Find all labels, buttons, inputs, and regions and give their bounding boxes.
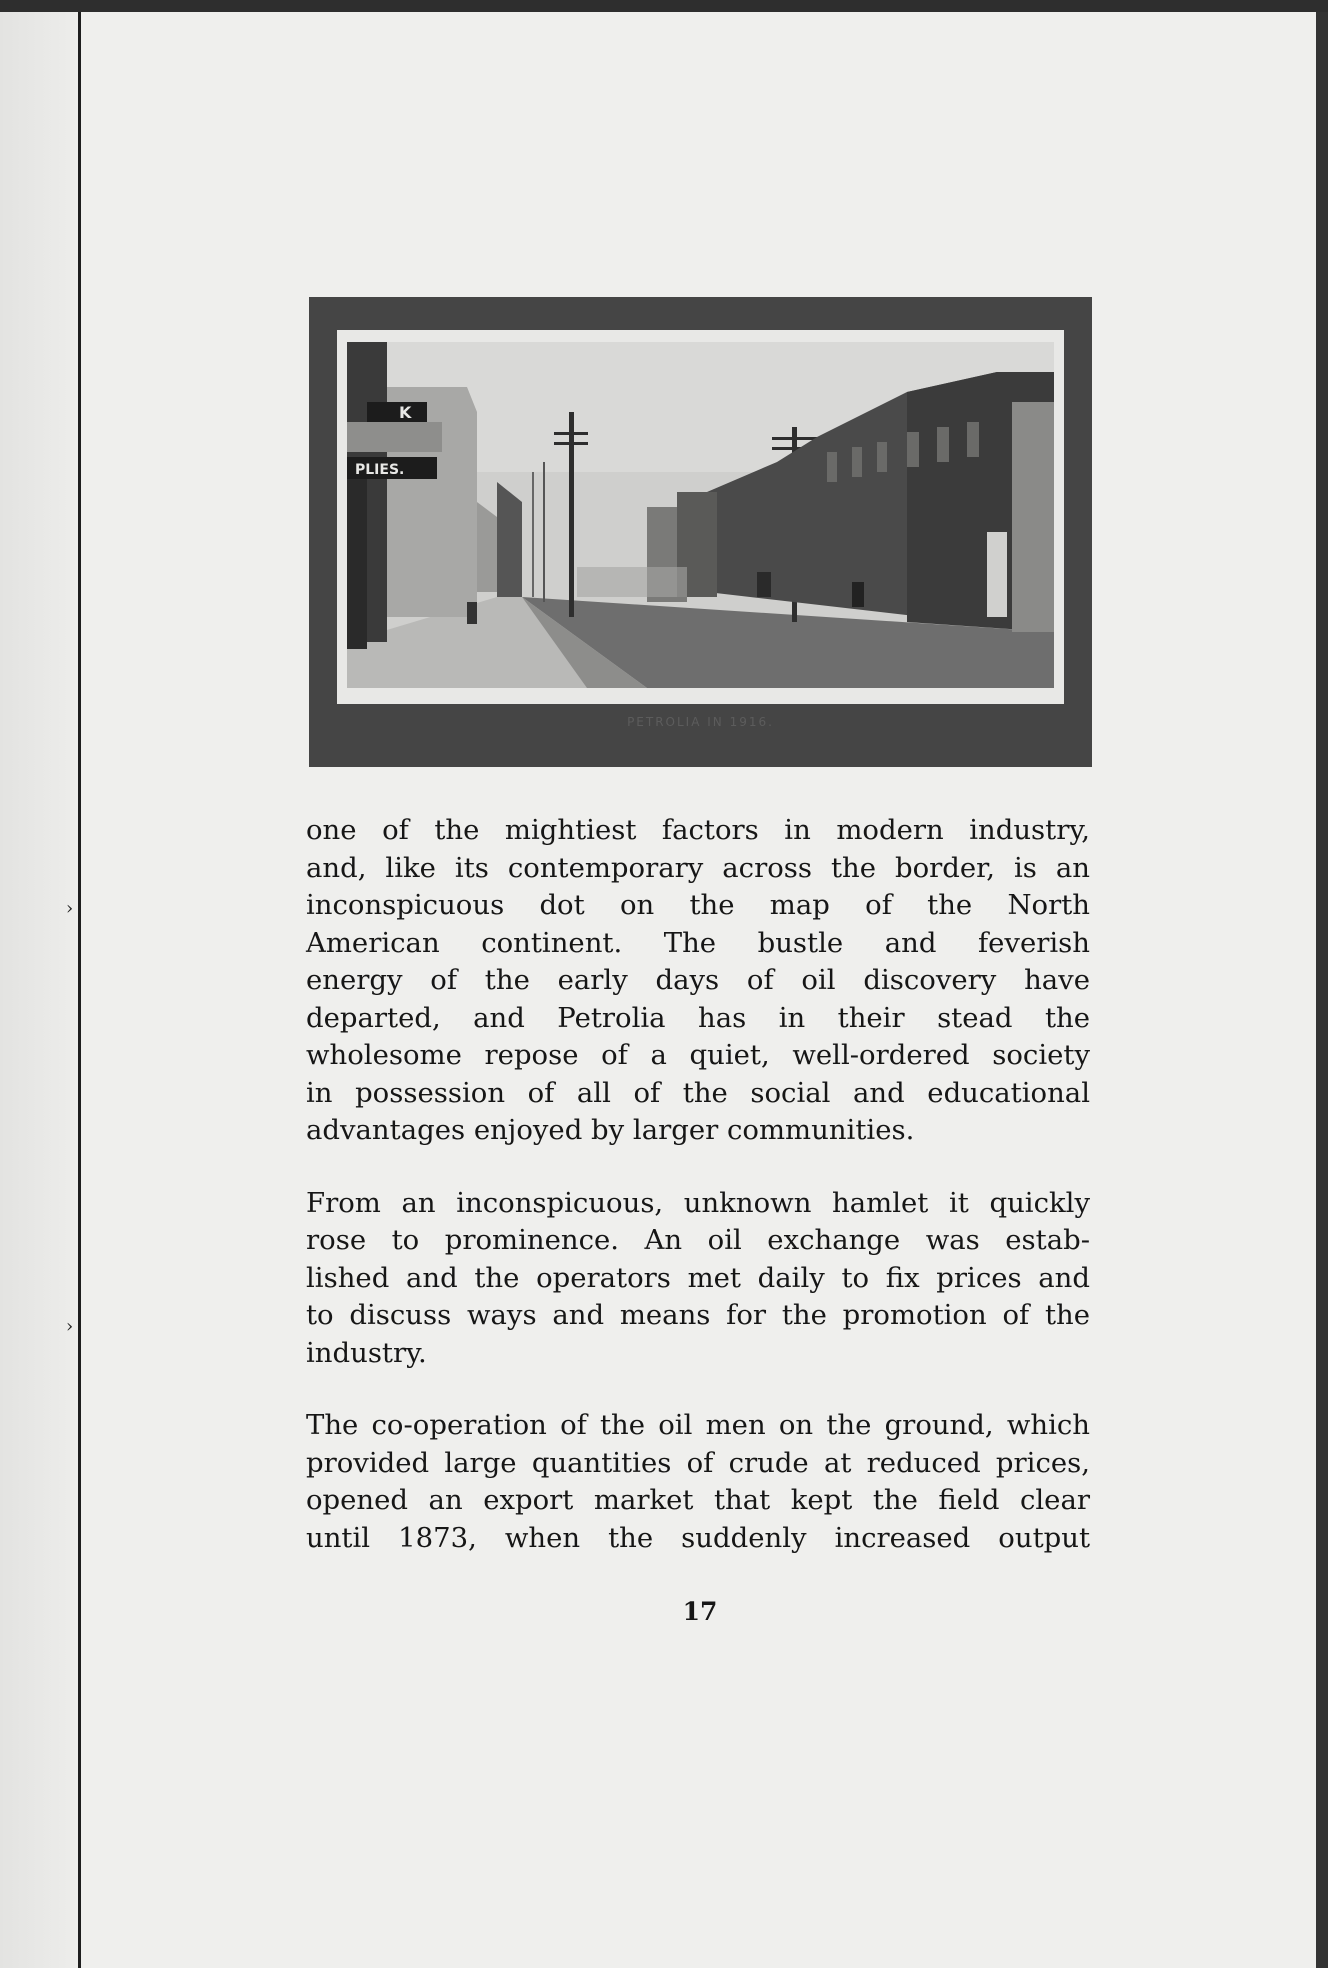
text-line: until 1873, when the suddenly increased output bbox=[306, 1521, 1090, 1554]
text-line: The co-operation of the oil men on the ground, which bbox=[306, 1409, 1090, 1441]
text-line: energy of the early days of oil discovery have bbox=[306, 964, 1090, 996]
text-line: lished and the operators met daily to fix prices and bbox=[306, 1261, 1090, 1294]
paragraph-3 bbox=[306, 1407, 1090, 1557]
paragraph-2 bbox=[306, 1185, 1090, 1373]
text-line: inconspicuous dot on the map of the North bbox=[306, 889, 1090, 921]
margin-mark: › bbox=[66, 898, 74, 919]
text-line: wholesome repose of a quiet, well-ordered society bbox=[306, 1039, 1090, 1071]
margin-mark: › bbox=[66, 1316, 74, 1337]
text-line: and, like its contemporary across the border, is an bbox=[306, 851, 1090, 884]
text-line: opened an export market that kept the field clear bbox=[306, 1484, 1090, 1516]
body-text bbox=[306, 812, 1090, 1557]
text-line: From an inconspicuous, unknown hamlet it quickly bbox=[306, 1186, 1090, 1219]
shop-sign-k: K bbox=[399, 403, 412, 422]
shop-sign-supplies: PLIES. bbox=[355, 462, 405, 478]
photo-frame bbox=[337, 330, 1064, 704]
text-line: to discuss ways and means for the promotion of the bbox=[306, 1299, 1090, 1331]
text-line: provided large quantities of crude at reduced prices, bbox=[306, 1446, 1090, 1479]
page-number: 17 bbox=[682, 1597, 718, 1626]
text-line: industry. bbox=[306, 1336, 427, 1369]
text-line: American continent. The bustle and feverish bbox=[306, 926, 1090, 959]
text-line: departed, and Petrolia has in their stead the bbox=[306, 1001, 1090, 1034]
top-scan-edge bbox=[0, 0, 1328, 12]
text-line: in possession of all of the social and educational bbox=[306, 1076, 1090, 1109]
street-photograph bbox=[347, 342, 1054, 688]
paragraph-1 bbox=[306, 812, 1090, 1150]
photo-plate bbox=[309, 297, 1092, 767]
previous-page-edge bbox=[0, 12, 78, 1968]
text-line: rose to prominence. An oil exchange was estab- bbox=[306, 1224, 1090, 1256]
text-line: advantages enjoyed by larger communities. bbox=[306, 1114, 915, 1146]
right-scan-edge bbox=[1316, 12, 1328, 1968]
photo-caption: PETROLIA IN 1916. bbox=[627, 715, 774, 729]
text-line: one of the mightiest factors in modern industry, bbox=[306, 814, 1090, 846]
